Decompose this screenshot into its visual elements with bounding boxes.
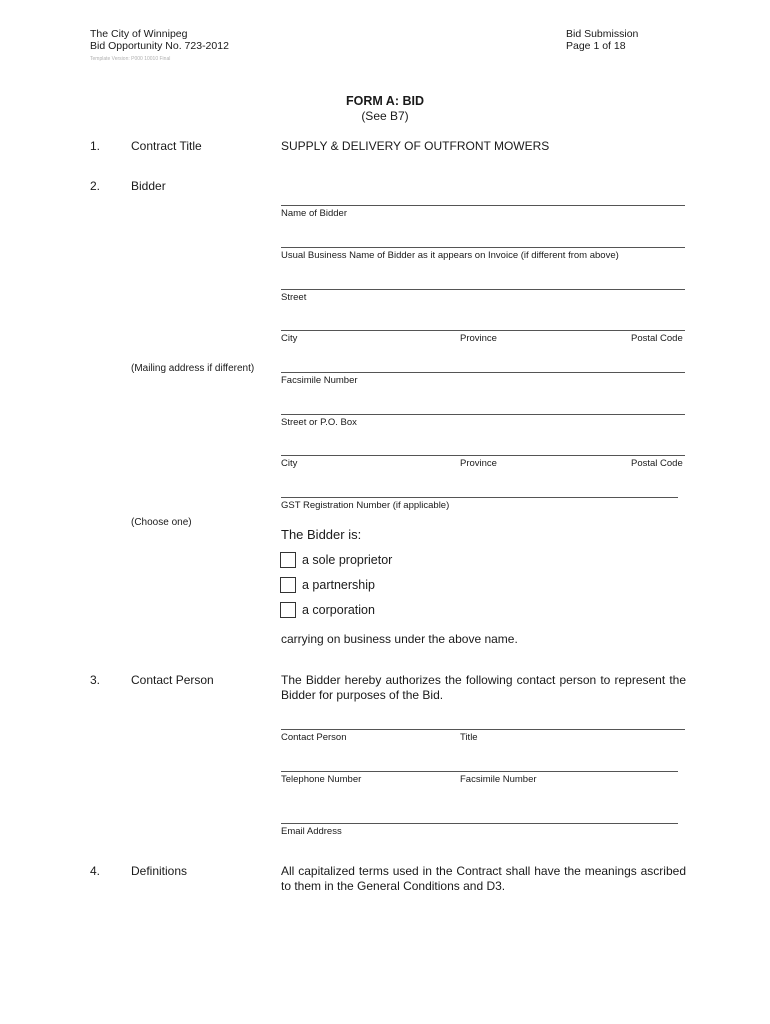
section-2-label: Bidder [131,179,166,193]
template-version: Template Version: P000 10010 Final [90,56,171,62]
facsimile-caption: Facsimile Number [281,375,358,386]
header-page-number: Page 1 of 18 [566,40,626,52]
contact-title-caption: Title [460,732,478,743]
mailing-address-note: (Mailing address if different) [131,363,255,374]
section-4-number: 4. [90,864,101,878]
form-title: FORM A: BID [346,94,424,108]
contact-facsimile-caption: Facsimile Number [460,774,537,785]
email-line[interactable] [281,823,678,824]
carrying-on-text: carrying on business under the above name. [281,632,518,646]
sole-proprietor-checkbox[interactable] [280,552,296,568]
section-1-label: Contract Title [131,139,202,153]
telephone-facsimile-line[interactable] [281,771,678,772]
city-province-postal-line[interactable] [281,330,685,331]
form-subtitle: (See B7) [361,109,409,123]
contact-person-line[interactable] [281,729,685,730]
po-box-caption: Street or P.O. Box [281,417,357,428]
section-4-label: Definitions [131,864,188,878]
section-1-number: 1. [90,139,101,153]
mailing-province-caption: Province [460,458,497,469]
business-name-line[interactable] [281,247,685,248]
mailing-city-caption: City [281,458,298,469]
gst-caption: GST Registration Number (if applicable) [281,500,450,511]
sole-proprietor-label: a sole proprietor [302,553,393,567]
telephone-caption: Telephone Number [281,774,362,785]
definitions-text: All capitalized terms used in the Contract shall have the meanings ascribed to them in the General Conditions and D3. [281,864,686,893]
partnership-checkbox[interactable] [280,577,296,593]
gst-line[interactable] [281,497,678,498]
business-name-caption: Usual Business Name of Bidder as it appears on Invoice (if different from above) [281,250,619,261]
option-sole-proprietor[interactable] [280,552,392,568]
postal-code-caption: Postal Code [631,333,683,344]
mailing-city-line[interactable] [281,455,685,456]
bidder-name-line[interactable] [281,205,685,206]
contact-person-caption: Contact Person [281,732,347,743]
section-2-number: 2. [90,179,101,193]
bidder-is-label: The Bidder is: [281,527,362,542]
street-line[interactable] [281,289,685,290]
corporation-checkbox[interactable] [280,602,296,618]
choose-one-note: (Choose one) [131,517,192,528]
province-caption: Province [460,333,497,344]
street-caption: Street [281,292,307,303]
facsimile-line[interactable] [281,372,685,373]
contact-authorization-text: The Bidder hereby authorizes the following contact person to represent the Bidder for purposes of the Bid. [281,673,686,702]
option-partnership[interactable] [280,577,375,593]
bidder-name-caption: Name of Bidder [281,208,348,219]
po-box-line[interactable] [281,414,685,415]
section-3-label: Contact Person [131,673,214,687]
email-caption: Email Address [281,826,342,837]
header-bid-opportunity: Bid Opportunity No. 723-2012 [90,40,229,52]
partnership-label: a partnership [302,578,375,592]
option-corporation[interactable] [280,602,375,618]
header-org: The City of Winnipeg [90,28,188,40]
header-doc-type: Bid Submission [566,28,639,40]
city-caption: City [281,333,298,344]
section-3-number: 3. [90,673,101,687]
mailing-postal-caption: Postal Code [631,458,683,469]
corporation-label: a corporation [302,603,375,617]
contract-title-value: SUPPLY & DELIVERY OF OUTFRONT MOWERS [281,139,550,153]
